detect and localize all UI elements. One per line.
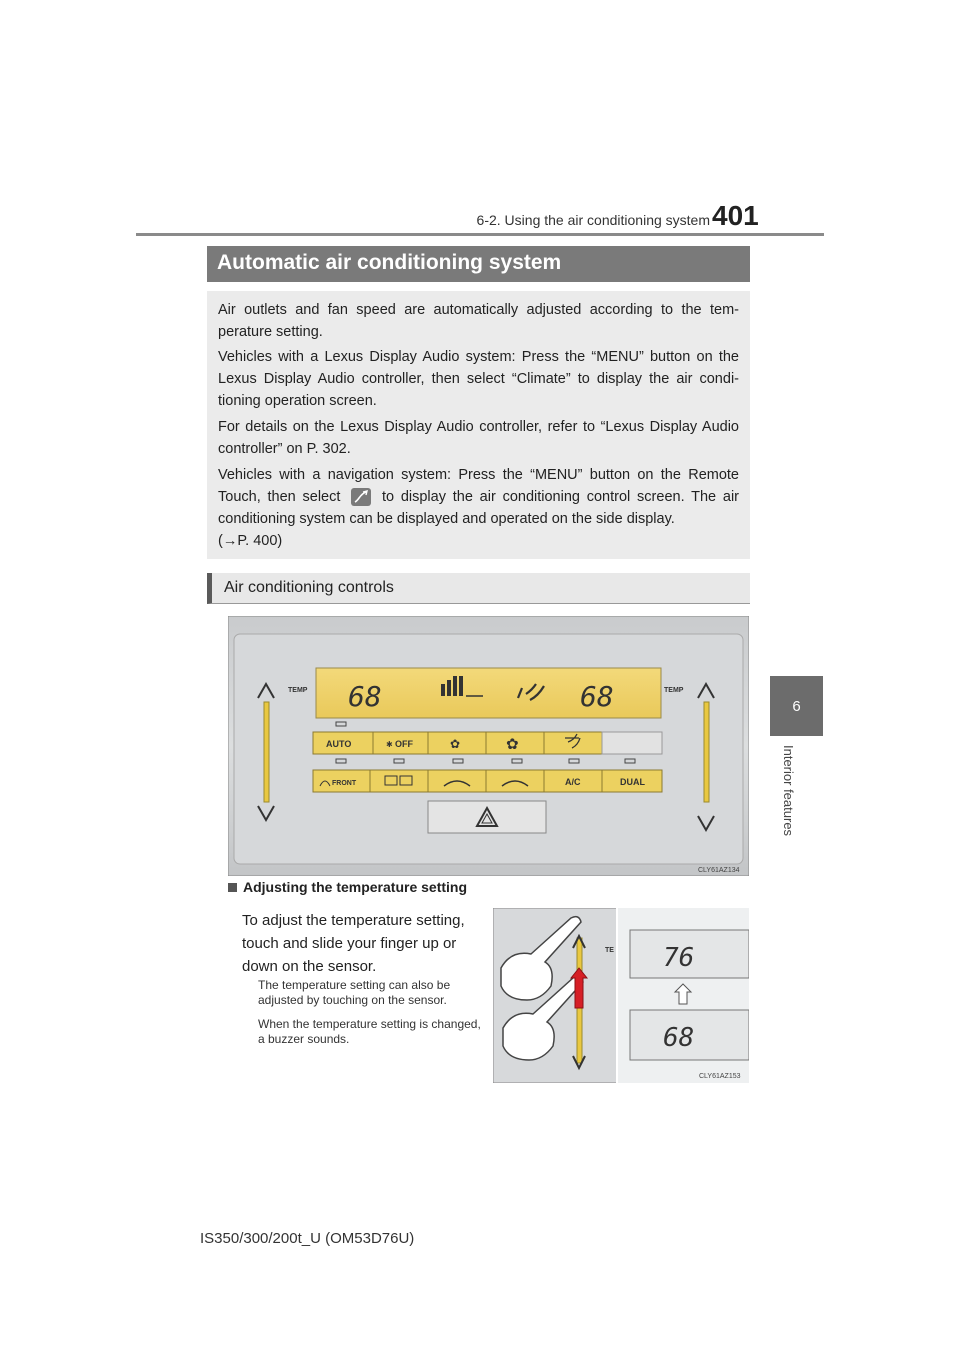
climate-panel-figure — [228, 616, 749, 876]
intro-paragraph-2: Vehicles with a Lexus Display Audio system: Press the “MENU” button on the Lexus Display Audio controller, then select “Climate” to display the air condi-tioning operation screen. — [218, 349, 739, 409]
fan-small-icon: ✿ — [450, 737, 461, 751]
bullet-square-icon — [228, 883, 237, 892]
adjusting-note-2: When the temperature setting is changed, a buzzer sounds. — [258, 1017, 481, 1046]
section-title-bar — [207, 246, 750, 282]
adjusting-body: To adjust the temperature setting, touch and slide your finger up or down on the sensor. — [242, 912, 465, 975]
front-button-label: FRONT — [332, 780, 357, 787]
fan-large-icon: ✿ — [506, 736, 519, 753]
temp-label-right: TEMP — [664, 687, 684, 694]
subheading-bar — [207, 573, 750, 604]
figure-code-2: CLY61AZ153 — [699, 1073, 741, 1080]
running-header-section: 6-2. Using the air conditioning system — [476, 212, 710, 228]
temperature-slide-figure — [493, 908, 749, 1083]
header-rule — [136, 233, 824, 236]
climate-menu-icon — [351, 488, 371, 506]
temp-label-left: TEMP — [288, 687, 308, 694]
intro-page-ref: (→P. 400) — [218, 533, 283, 549]
page-number: 401 — [712, 200, 759, 231]
chapter-label: Interior features — [781, 745, 796, 837]
upper-temp-value: 76 — [663, 943, 695, 973]
intro-paragraph-4a: Vehicles with a navigation system: Press the “MENU” button on the Remote Touch, then select — [218, 467, 739, 505]
climate-panel-illustration — [228, 616, 749, 876]
adjusting-heading-text: Adjusting the temperature setting — [243, 879, 468, 895]
chapter-tab-label — [782, 745, 810, 855]
intro-paragraph-1: Air outlets and fan speed are automatically adjusted according to the tem-perature setting. — [218, 302, 739, 340]
airflow-mode-button[interactable] — [544, 732, 602, 754]
adjusting-heading — [228, 879, 467, 895]
ac-button-label: A/C — [565, 777, 581, 787]
hazard-button[interactable] — [428, 801, 546, 833]
intro-box — [207, 291, 750, 559]
intro-paragraph-4b: to display the air conditioning control screen. The air conditioning system can be displayed and operated on the side display. — [218, 489, 739, 527]
fan-icon: ✱ — [386, 740, 393, 749]
chapter-number: 6 — [792, 697, 801, 715]
display-left-temp: 68 — [348, 680, 382, 713]
adjusting-note-1: The temperature setting can also be adjusted by touching on the sensor. — [258, 978, 451, 1007]
model-footer: IS350/300/200t_U (OM53D76U) — [200, 1230, 415, 1247]
subheading: Air conditioning controls — [224, 579, 394, 596]
chapter-tab-number — [770, 676, 823, 736]
te-label: TE — [605, 947, 614, 954]
temperature-slide-illustration — [493, 908, 749, 1083]
auto-button-label: AUTO — [326, 739, 352, 749]
dual-button-label: DUAL — [620, 777, 645, 787]
intro-paragraph-4 — [218, 464, 739, 552]
rear-defogger-button[interactable] — [370, 770, 428, 792]
off-button-label: OFF — [395, 739, 413, 749]
section-title: Automatic air conditioning system — [217, 251, 562, 274]
display-right-temp: 68 — [580, 680, 614, 713]
figure-code-1: CLY61AZ134 — [698, 867, 740, 874]
intro-paragraph-3: For details on the Lexus Display Audio controller, refer to “Lexus Display Audio controller” on P. 302. — [218, 419, 739, 457]
lower-temp-value: 68 — [663, 1023, 695, 1053]
blank-button — [602, 732, 662, 754]
